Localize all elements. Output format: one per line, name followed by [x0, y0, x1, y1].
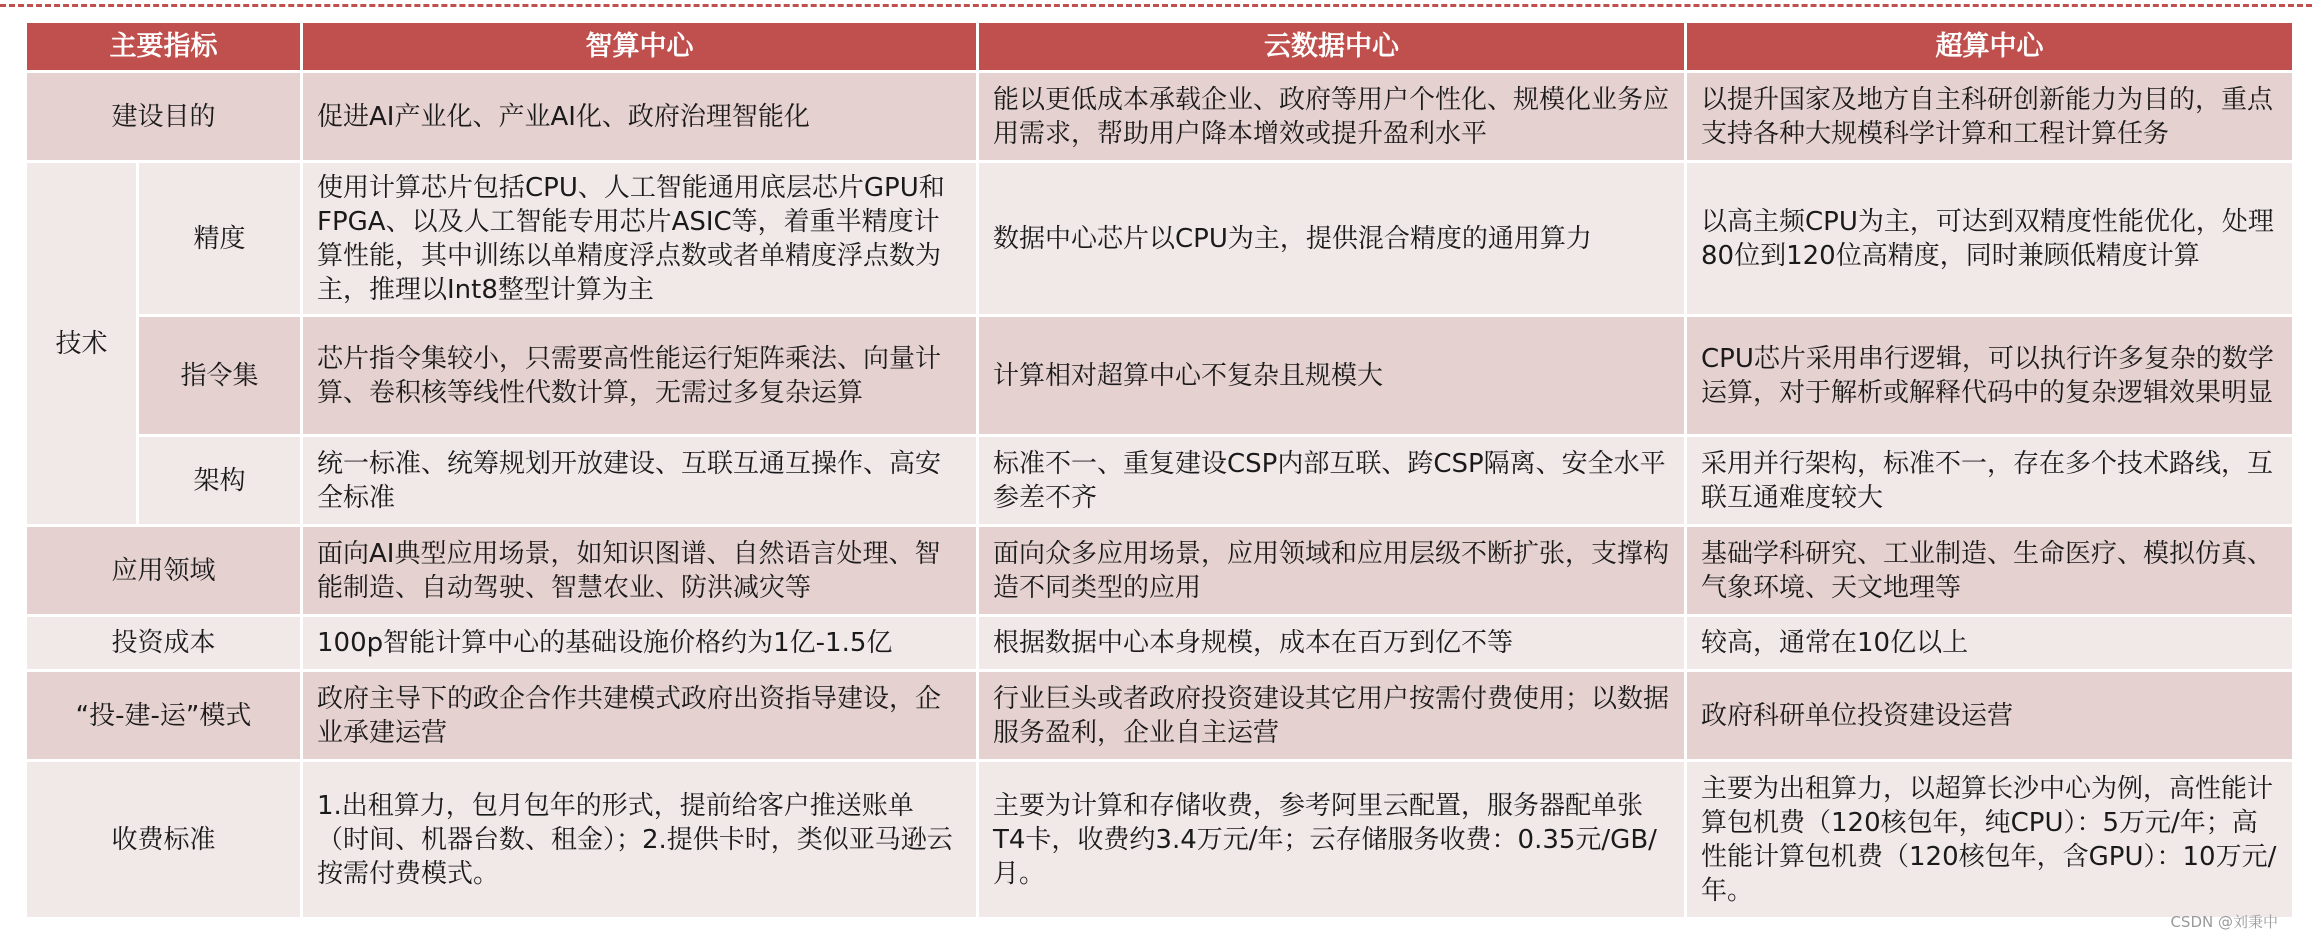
table-cell: 主要为计算和存储收费，参考阿里云配置，服务器配单张T4卡，收费约3.4万元/年；云存储服务收费：0.35元/GB/月。: [978, 761, 1686, 919]
table-cell: 以提升国家及地方自主科研创新能力为目的，重点支持各种大规模科学计算和工程计算任务: [1686, 72, 2294, 162]
table-cell: 促进AI产业化、产业AI化、政府治理智能化: [302, 72, 978, 162]
table-row: [26, 761, 2294, 919]
row-label: 收费标准: [26, 761, 302, 919]
top-dashed-rule: [0, 4, 2312, 7]
table-cell: 面向众多应用场景，应用领域和应用层级不断扩张，支撑构造不同类型的应用: [978, 526, 1686, 616]
table-row: [26, 616, 2294, 671]
table-cell: 标准不一、重复建设CSP内部互联、跨CSP隔离、安全水平参差不齐: [978, 436, 1686, 526]
table-row: [26, 72, 2294, 162]
table-cell: 芯片指令集较小，只需要高性能运行矩阵乘法、向量计算、卷积核等线性代数计算，无需过多复杂运算: [302, 316, 978, 436]
header-col-cloud-data: 云数据中心: [978, 22, 1686, 72]
table-cell: 采用并行架构，标准不一，存在多个技术路线，互联互通难度较大: [1686, 436, 2294, 526]
row-label: 应用领域: [26, 526, 302, 616]
table-cell: 行业巨头或者政府投资建设其它用户按需付费使用；以数据服务盈利，企业自主运营: [978, 671, 1686, 761]
table-row: [26, 436, 2294, 526]
row-label: 建设目的: [26, 72, 302, 162]
table-cell: 主要为出租算力，以超算长沙中心为例，高性能计算包机费（120核包年，纯CPU）：5万元/年；高性能计算包机费（120核包年，含GPU）：10万元/年。: [1686, 761, 2294, 919]
table-cell: 政府主导下的政企合作共建模式政府出资指导建设，企业承建运营: [302, 671, 978, 761]
header-row: [26, 22, 2294, 72]
table-cell: 1.出租算力，包月包年的形式，提前给客户推送账单（时间、机器台数、租金）；2.提供卡时，类似亚马逊云按需付费模式。: [302, 761, 978, 919]
table-cell: 较高，通常在10亿以上: [1686, 616, 2294, 671]
table-cell: 面向AI典型应用场景，如知识图谱、自然语言处理、智能制造、自动驾驶、智慧农业、防洪减灾等: [302, 526, 978, 616]
table-cell: CPU芯片采用串行逻辑，可以执行许多复杂的数学运算，对于解析或解释代码中的复杂逻辑效果明显: [1686, 316, 2294, 436]
table-cell: 100p智能计算中心的基础设施价格约为1亿-1.5亿: [302, 616, 978, 671]
table-cell: 统一标准、统筹规划开放建设、互联互通互操作、高安全标准: [302, 436, 978, 526]
table-cell: 能以更低成本承载企业、政府等用户个性化、规模化业务应用需求，帮助用户降本增效或提升盈利水平: [978, 72, 1686, 162]
row-label: “投-建-运”模式: [26, 671, 302, 761]
row-label: 指令集: [138, 316, 302, 436]
table-cell: 根据数据中心本身规模，成本在百万到亿不等: [978, 616, 1686, 671]
header-col-supercomputing: 超算中心: [1686, 22, 2294, 72]
table-cell: 数据中心芯片以CPU为主，提供混合精度的通用算力: [978, 162, 1686, 316]
row-label: 架构: [138, 436, 302, 526]
table-cell: 以高主频CPU为主，可达到双精度性能优化，处理80位到120位高精度，同时兼顾低精度计算: [1686, 162, 2294, 316]
row-label: 投资成本: [26, 616, 302, 671]
table-cell: 政府科研单位投资建设运营: [1686, 671, 2294, 761]
table-cell: 使用计算芯片包括CPU、人工智能通用底层芯片GPU和FPGA、以及人工智能专用芯片ASIC等，着重半精度计算性能，其中训练以单精度浮点数或者单精度浮点数为主，推理以Int8整型计算为主: [302, 162, 978, 316]
table-cell: 计算相对超算中心不复杂且规模大: [978, 316, 1686, 436]
comparison-table: [24, 20, 2295, 920]
table-row: [26, 526, 2294, 616]
table-cell: 基础学科研究、工业制造、生命医疗、模拟仿真、气象环境、天文地理等: [1686, 526, 2294, 616]
header-col-smart-computing: 智算中心: [302, 22, 978, 72]
watermark: CSDN @刘秉中: [2170, 913, 2278, 931]
row-label: 精度: [138, 162, 302, 316]
table-row: [26, 316, 2294, 436]
table-row: [26, 671, 2294, 761]
table-row: [26, 162, 2294, 316]
header-indicator: 主要指标: [26, 22, 302, 72]
row-group-label: 技术: [26, 162, 138, 526]
